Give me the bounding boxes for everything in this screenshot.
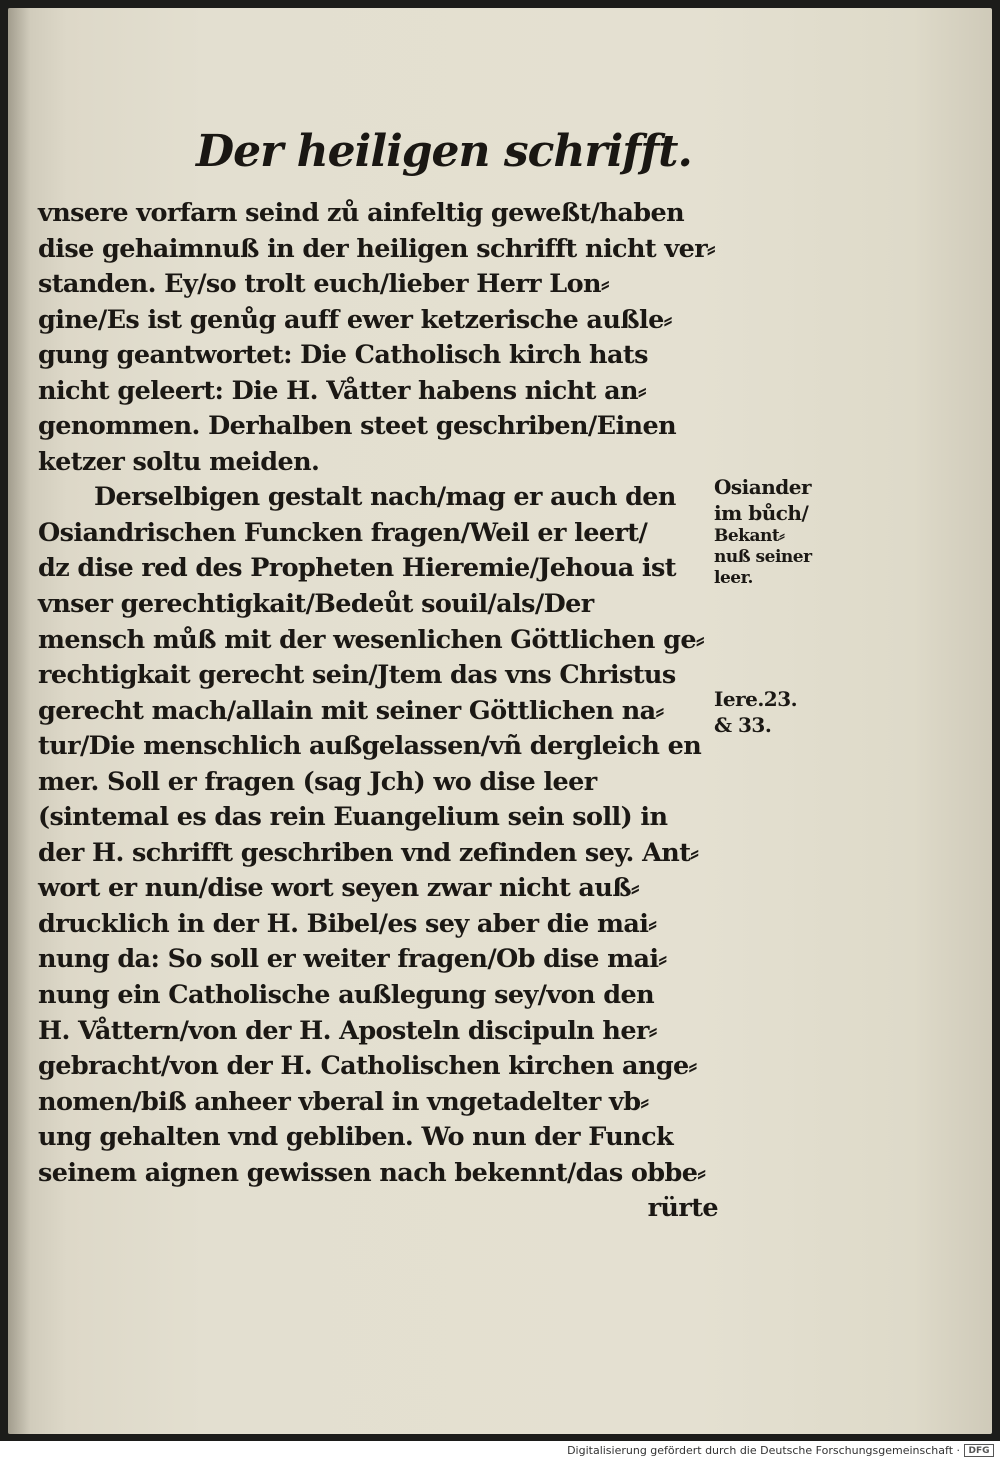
margin-note-line: nuß seiner: [714, 547, 812, 567]
text-line: vnser gerechtigkait/Bedeůt souil/als/Der: [38, 589, 594, 620]
body-text: [38, 196, 718, 1227]
margin-note-scripture-reference: [714, 686, 797, 738]
text-line: dise gehaimnuß in der heiligen schrifft nicht ver⸗: [38, 233, 715, 264]
dfg-logo: DFG: [964, 1444, 994, 1457]
text-line: tur/Die menschlich außgelassen/vñ dergleich en: [38, 731, 702, 762]
text-line: gerecht mach/allain mit seiner Göttlichen na⸗: [38, 695, 664, 726]
text-line: ung gehalten vnd gebliben. Wo nun der Funck: [38, 1122, 674, 1153]
text-line: genommen. Derhalben steet geschriben/Einen: [38, 411, 677, 442]
text-line: der H. schrifft geschriben vnd zefinden sey. Ant⸗: [38, 837, 699, 868]
text-line: nung ein Catholische außlegung sey/von den: [38, 980, 655, 1011]
text-line: mer. Soll er fragen (sag Jch) wo dise leer: [38, 766, 597, 797]
text-line: wort er nun/dise wort seyen zwar nicht auß⸗: [38, 873, 639, 904]
text-line: gung geantwortet: Die Catholisch kirch hats: [38, 340, 648, 371]
margin-note-line: im bůch/: [714, 501, 809, 525]
text-line: Osiandrischen Funcken fragen/Weil er leert/: [38, 517, 648, 548]
text-line: H. Våttern/von der H. Aposteln discipuln her⸗: [38, 1015, 657, 1046]
text-line: drucklich in der H. Bibel/es sey aber die mai⸗: [38, 908, 657, 939]
text-line: Derselbigen gestalt nach/mag er auch den: [94, 482, 676, 513]
text-line: nung da: So soll er weiter fragen/Ob dise mai⸗: [38, 944, 667, 975]
text-line: nicht geleert: Die H. Våtter habens nicht an⸗: [38, 375, 646, 406]
footer-credit: Digitalisierung gefördert durch die Deutsche Forschungsgemeinschaft ·: [567, 1444, 960, 1457]
text-line: rechtigkait gerecht sein/Jtem das vns Christus: [38, 660, 676, 691]
running-head: Der heiligen schrifft.: [196, 126, 692, 177]
catchword: rürte: [647, 1193, 718, 1224]
text-line: mensch můß mit der wesenlichen Göttlichen ge⸗: [38, 624, 704, 655]
footer: [0, 1441, 1000, 1461]
margin-note-line: Bekant⸗: [714, 526, 785, 546]
margin-note-osiander: [714, 474, 812, 589]
margin-note-line: Iere.23.: [714, 687, 798, 711]
text-line: vnsere vorfarn seind zů ainfeltig geweßt/haben: [38, 198, 685, 228]
text-line: seinem aignen gewissen nach bekennt/das obbe⸗: [38, 1157, 706, 1188]
text-line: gebracht/von der H. Catholischen kirchen ange⸗: [38, 1051, 697, 1082]
text-line: dz dise red des Propheten Hieremie/Jehoua ist: [38, 553, 676, 584]
margin-note-line: Osiander: [714, 475, 812, 499]
margin-note-line: leer.: [714, 568, 753, 588]
text-line: gine/Es ist genůg auff ewer ketzerische außle⸗: [38, 304, 672, 335]
text-line: nomen/biß anheer vberal in vngetadelter vb⸗: [38, 1086, 649, 1117]
text-line: ketzer soltu meiden.: [38, 446, 320, 477]
text-line: standen. Ey/so trolt euch/lieber Herr Lon⸗: [38, 269, 609, 300]
book-page: [8, 8, 992, 1434]
text-line: (sintemal es das rein Euangelium sein soll) in: [38, 802, 668, 833]
margin-note-line: & 33.: [714, 713, 772, 737]
